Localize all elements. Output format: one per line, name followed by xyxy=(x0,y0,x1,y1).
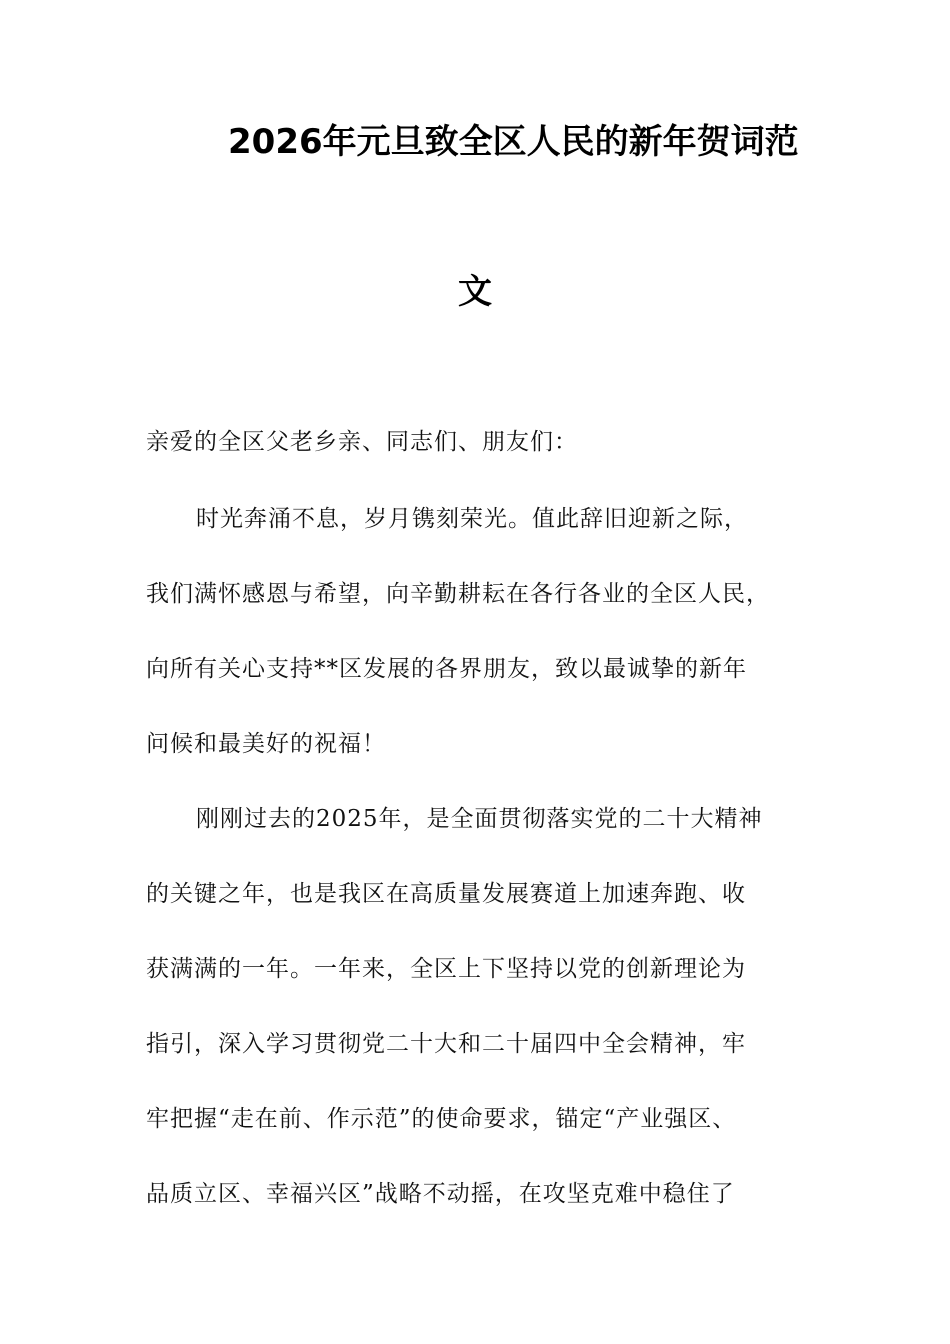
paragraph-1-line-1: 时光奔涌不息，岁月镌刻荣光。值此辞旧迎新之际， xyxy=(196,506,748,532)
paragraph-2-line-4: 指引，深入学习贯彻党二十大和二十届四中全会精神，牢 xyxy=(146,1031,746,1057)
paragraph-1-line-3: 向所有关心支持**区发展的各界朋友，致以最诚挚的新年 xyxy=(146,656,747,682)
paragraph-1-line-2: 我们满怀感恩与希望，向辛勤耕耘在各行各业的全区人民， xyxy=(146,581,770,607)
document-title-line-1: 2026年元旦致全区人民的新年贺词范 xyxy=(228,122,799,162)
salutation: 亲爱的全区父老乡亲、同志们、朋友们： xyxy=(146,429,578,455)
paragraph-1-line-4: 问候和最美好的祝福！ xyxy=(146,731,386,757)
paragraph-2-line-1: 刚刚过去的2025年，是全面贯彻落实党的二十大精神 xyxy=(196,806,763,832)
paragraph-2-line-5: 牢把握“走在前、作示范”的使命要求，锚定“产业强区、 xyxy=(146,1106,737,1132)
document-title-line-2: 文 xyxy=(458,272,492,312)
paragraph-2-line-2: 的关键之年，也是我区在高质量发展赛道上加速奔跑、收 xyxy=(146,881,746,907)
paragraph-2-line-6: 品质立区、幸福兴区”战略不动摇，在攻坚克难中稳住了 xyxy=(146,1181,735,1207)
paragraph-2-line-3: 获满满的一年。一年来，全区上下坚持以党的创新理论为 xyxy=(146,956,746,982)
